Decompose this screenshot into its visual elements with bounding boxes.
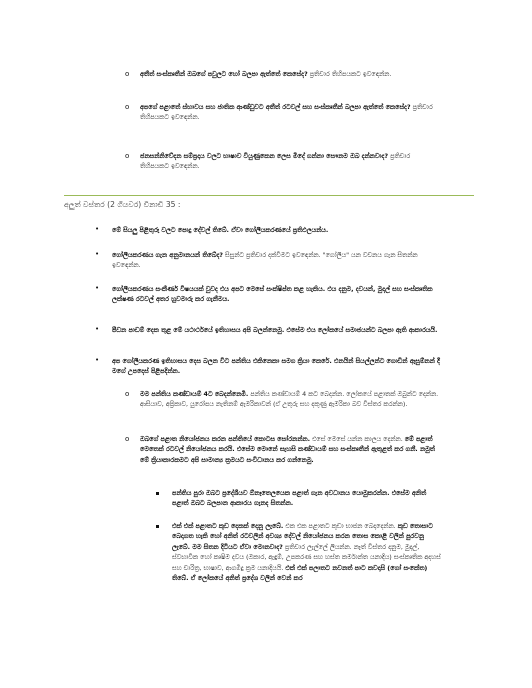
main-item-2: ගෝලීයකරණය ගැන අනුමානයන් තිබේද? සිසුන්ට ප්‍රතිචාර දක්වීමට ඉවඳෙන්න. "ගෝලීය" යන වචනය ගැන සිතන්න ඉවඳෙන්න. bbox=[112, 251, 418, 270]
dot-bullet-icon: • bbox=[95, 356, 100, 364]
top-item-1: අතීත් සංස්කෘතීන් ඔබගේ පවුලට හෝ බලපා ඇත්තේ කෙසේද? ප්‍රතිචාර තිහිපයකට ඉවඳෙන්න. bbox=[140, 70, 392, 78]
main-item-4: පීඩන පාඩම් දෙක තුළ මේ යථාර්ථයේ ඉතිහාසය අපි බලන්නෙමු. එසේම එය ලෝකයේ සමාජයන්ට බලපා ඇති ආකාරයයි. bbox=[112, 326, 438, 334]
main-item-5: අප ගෝලීයකරණ ඉතිහාසය දෙස බලන විට පන්තිය එකිනෙකා සමග ක්‍රියා කෙරේ. එනයින් සියල්ලන්ට ගොඩින් ඇසුම්නන් දී මගේ උපදෙස් පිළිපදින්න. bbox=[112, 357, 440, 376]
sub-item-2: ඔබගේ පළාත නියෝජනය කරන පන්තියේ කොටස සෝරනන්න. එසේ මෙසේ යන්න කාලය දෙන්න. මේ පළාත් මෙතෙක් රටවල් නියෝජනය කරයි. එසේම මොනේ සැහසි කණ්ඩායම් සහ සංස්කෘතීන් ඇතුළත් කර ගනී. නමුත් මේ ක්‍රියාකාරකමට අපි සාමාන්‍ය ක්‍රමයට සංවිධානය කර ගන්නෙමු. bbox=[140, 435, 435, 464]
top-item-2: අපගේ පළාතේ ස්භාවය සහ ජාතික ආණ්ඩුවට අතීත් රටවල් සහ සංස්කෘතීන් බලපා ඇත්තේ කෙසේද? ප්‍රතිචාර තිහිපයකට ඉවඳෙන්න. bbox=[140, 103, 433, 122]
square-item-2: එක් එක් පළාතට කුඩ දෙකක් දෙනු ලැබේ. එක එක පළාතට කුඩා භාජන බෙදාදෙන්න. කුඩ තොසාට බෙදාගත හැකි හෝ අනිත් රටවලින් අවශ්‍ය දේවල් නියෝජනය කරන තොස කොළි වලින් පුරවනු ලැබේ. මම සිතන දිටියට ඒවා මොනවාද? ප්‍රතිචාර ලැල්ලේ ලියන්න. නෑත් විස්තර දනුම, මුදල්, ස්වභාවික හෝ කෘෂිම දවය (ඔකාර, ඇඳුම්, උපකරණ සහ හස්ත කර්මාන්ත යනාදිය) සංස්කෘතික අදහස් සහ චාරිත්‍ර, භාෂාව, ආගමිදු ක්‍රම යනාදියයි. එක් එක් පලාතට නවනත් පාට කවදාසි (ගෝ සංකේත) තිබේ. ඒ ලෝකයේ අනිත් ප්‍රදේශ වලින් වෙන් කර bbox=[172, 522, 441, 583]
circle-bullet-icon: o bbox=[125, 70, 130, 78]
section-heading: අලුත් වස්තර (2 ගියවර) විනාඩි 35 : bbox=[64, 195, 474, 210]
top-item-3: ජනසන්නිවේදන සම්ප්‍රදාය වලට භාෂාව වියුණුකෙන ලෙස මිදේ ගන්නා සෞනම ඔබ දන්නවාද? ප්‍රතිචාර තිහිපයකට ඉවඳෙන්න. bbox=[140, 152, 411, 171]
main-item-3: ගෝලීයකරණය සංකීර්ණ විෂයයක් වුවද එය අපට මෙසේ සංක්ෂිප්ත කළ හැකිය. එය දනුම, දවයන්, මුදල් සහ සංස්කෘතික ලක්ෂණ රටවල් අතර හුවමාරු කර ගැනීමය. bbox=[112, 285, 433, 304]
sub-item-1: මම පන්තිය කණ්ඩායම් 4ට බෙදන්නෙමි. පන්තිය කණ්ඩායම් 4 කට බෙදන්න. ලෝකයේ පළාතක් ඔබුන්ට දෙන්න. ආසියාව, අප්‍රිකාව, යුරෝපය නැතිනම් ඇමරිකාවන් (ඒ උතුරු සහ දකුණු ඇමරිකා බව විස්තර කරන්න). bbox=[140, 390, 439, 409]
dot-bullet-icon: • bbox=[95, 250, 100, 258]
dot-bullet-icon: • bbox=[95, 325, 100, 333]
circle-bullet-icon: o bbox=[125, 152, 130, 160]
dot-bullet-icon: • bbox=[95, 284, 100, 292]
square-bullet-icon bbox=[156, 492, 159, 495]
square-item-1: පන්තිය පුරා ඔබට ප්‍රදේශීයව ඕනෑතෙලයෙක පළාත් ගැන අවධානය යොමුකරන්න. එසේම අනිත් පළාත් ඔබට බලපාන ආකාරය ගැනද සිතන්න. bbox=[172, 489, 427, 508]
circle-bullet-icon: o bbox=[125, 435, 130, 443]
circle-bullet-icon: o bbox=[125, 390, 130, 398]
main-item-1: මේ සියලු පිළිතුරු වලට පොදු දේවල් තිබේ. ඒවා ගෝලීයකරණයේ ප්‍රතිඵලයන්ය. bbox=[112, 226, 329, 234]
circle-bullet-icon: o bbox=[125, 103, 130, 111]
dot-bullet-icon: • bbox=[95, 225, 100, 233]
square-bullet-icon bbox=[156, 525, 159, 528]
